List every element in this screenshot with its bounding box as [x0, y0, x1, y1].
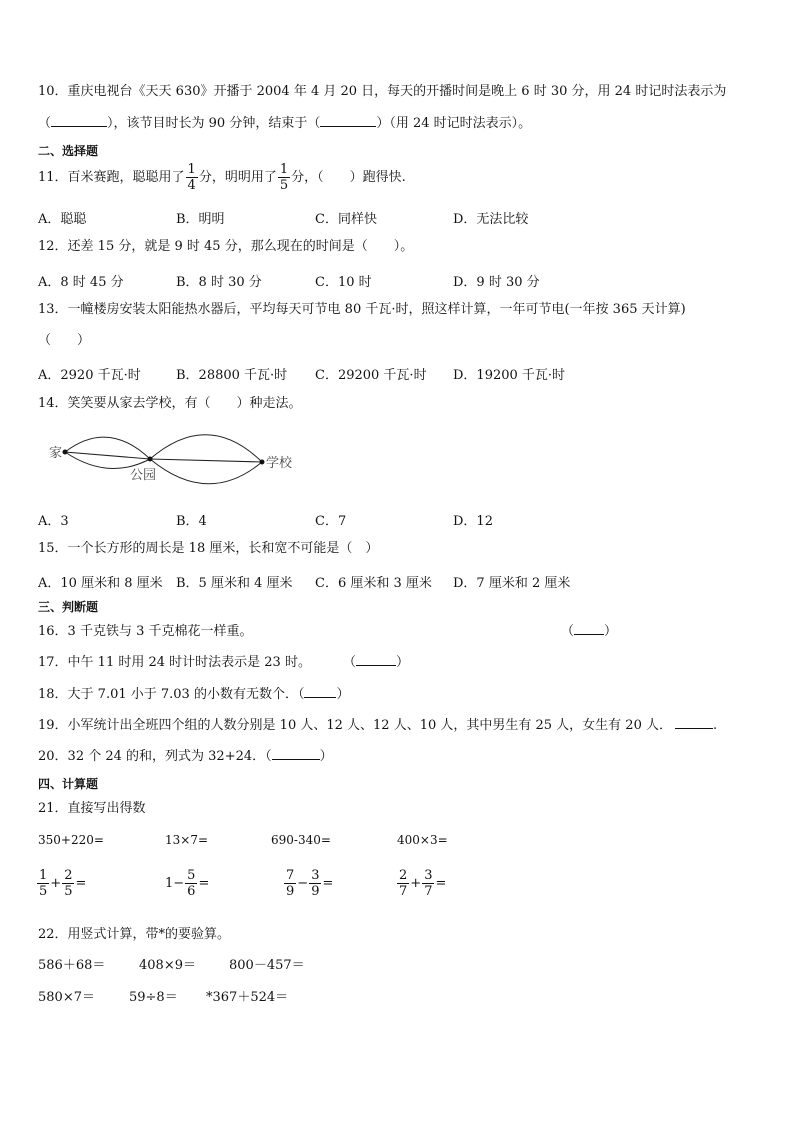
answer-blank[interactable] — [675, 728, 713, 729]
q12-option-a[interactable]: A．8 时 45 分 — [38, 275, 124, 290]
q10-line2: （ ），该节目时长为 90 分钟，结束于（ ）（用 24 时记时法表示）。 — [38, 116, 532, 131]
route-diagram — [40, 425, 310, 495]
q21-calc-8: $\frac{2}{7}$ + $\frac{3}{7}$ = — [399, 868, 447, 899]
answer-blank[interactable] — [356, 665, 396, 666]
q22-calc-4: 580×7＝ — [38, 990, 95, 1005]
q14-option-c[interactable]: C．7 — [315, 514, 347, 529]
q10-line1: 10．重庆电视台《天天 630》开播于 2004 年 4 月 20 日，每天的开播时间是晚上 6 时 30 分，用 24 时记时法表示为 — [38, 84, 727, 99]
q11-stem: 11．百米赛跑，聪聪用了 $\frac{1}{4}$ 分，明明用了 $\frac{1}{5}$ 分，（ ）跑得快. — [38, 162, 406, 193]
section-heading-judge: 三、判断题 — [38, 600, 99, 614]
home-dot — [63, 450, 68, 455]
q21-stem: 21．直接写出得数 — [38, 801, 146, 816]
q15-stem: 15．一个长方形的周长是 18 厘米，长和宽不可能是（ ） — [38, 541, 379, 556]
section-heading-choice: 二、选择题 — [38, 144, 99, 158]
q12-option-c[interactable]: C．10 时 — [315, 275, 372, 290]
q15-option-a[interactable]: A．10 厘米和 8 厘米 — [38, 576, 163, 591]
route-park-school-lower — [150, 459, 262, 484]
route-park-school-upper — [150, 435, 262, 462]
q13-option-b[interactable]: B．28800 千瓦·时 — [176, 368, 288, 383]
q17-stem: 17．中午 11 时用 24 时计时法表示是 23 时。 — [38, 655, 311, 670]
park-label: 公园 — [130, 468, 157, 483]
fraction: $\frac{1}{5}$ — [279, 162, 289, 193]
q13-option-d[interactable]: D．19200 千瓦·时 — [453, 368, 566, 383]
q16-stem: 16．3 千克铁与 3 千克棉花一样重。 — [38, 624, 253, 639]
q20-stem: 20．32 个 24 的和，列式为 32+24．（ ） — [38, 749, 333, 764]
q12-stem: 12．还差 15 分，就是 9 时 45 分，那么现在的时间是（ ）。 — [38, 239, 414, 254]
q14-option-b[interactable]: B．4 — [176, 514, 207, 529]
route-home-park-lower — [65, 452, 150, 468]
q21-calc-5: $\frac{1}{5}$ + $\frac{2}{5}$ = — [39, 868, 87, 899]
q14-option-d[interactable]: D．12 — [453, 514, 493, 529]
answer-blank[interactable] — [304, 697, 336, 698]
school-dot — [260, 460, 265, 465]
route-home-park-straight — [65, 452, 150, 459]
q22-calc-1: 586＋68＝ — [38, 958, 106, 973]
q11-option-c[interactable]: C．同样快 — [315, 212, 377, 227]
q22-stem: 22．用竖式计算，带*的要验算。 — [38, 927, 231, 942]
school-label: 学校 — [266, 456, 293, 471]
q14-option-a[interactable]: A．3 — [38, 514, 69, 529]
answer-blank[interactable] — [574, 634, 604, 635]
q13-line2: （ ） — [38, 333, 91, 348]
park-dot — [148, 457, 153, 462]
q11-option-a[interactable]: A．聪聪 — [38, 212, 87, 227]
q11-option-b[interactable]: B．明明 — [176, 212, 225, 227]
q15-option-c[interactable]: C．6 厘米和 3 厘米 — [315, 576, 432, 591]
q17-answer: （ ） — [343, 655, 410, 670]
q22-calc-6: *367＋524＝ — [206, 990, 289, 1005]
home-label: 家 — [49, 446, 63, 461]
q18-stem: 18．大于 7.01 小于 7.03 的小数有无数个．（ ） — [38, 687, 350, 702]
answer-blank[interactable] — [320, 126, 376, 127]
q21-calc-3: 690-340= — [271, 833, 331, 847]
route-park-school-straight — [150, 459, 262, 462]
q21-calc-2: 13×7= — [165, 833, 209, 847]
q12-option-d[interactable]: D．9 时 30 分 — [453, 275, 540, 290]
q14-stem: 14．笑笑要从家去学校，有（ ）种走法。 — [38, 396, 302, 411]
q21-calc-4: 400×3= — [397, 833, 448, 847]
q21-calc-7: $\frac{7}{9}$ − $\frac{3}{9}$ = — [286, 868, 334, 899]
q15-option-b[interactable]: B．5 厘米和 4 厘米 — [176, 576, 293, 591]
fraction: $\frac{1}{4}$ — [187, 162, 196, 193]
q12-option-b[interactable]: B．8 时 30 分 — [176, 275, 262, 290]
answer-blank[interactable] — [51, 126, 107, 127]
q16-answer: （ ） — [561, 624, 618, 639]
q13-option-c[interactable]: C．29200 千瓦·时 — [315, 368, 427, 383]
q13-line1: 13．一幢楼房安装太阳能热水器后，平均每天可节电 80 千瓦·时，照这样计算，一年可节电(一年按 365 天计算) — [38, 302, 686, 317]
q11-option-d[interactable]: D．无法比较 — [453, 212, 529, 227]
q21-calc-1: 350+220= — [38, 833, 104, 847]
q13-option-a[interactable]: A．2920 千瓦·时 — [38, 368, 141, 383]
q15-option-d[interactable]: D．7 厘米和 2 厘米 — [453, 576, 571, 591]
section-heading-calc: 四、计算题 — [38, 777, 99, 791]
q19-stem: 19．小军统计出全班四个组的人数分别是 10 人、12 人、12 人、10 人，其中男生有 25 人，女生有 20 人． . — [38, 718, 718, 733]
answer-blank[interactable] — [272, 759, 320, 760]
q21-calc-6: 1− $\frac{5}{6}$ = — [165, 868, 210, 899]
q22-calc-5: 59÷8＝ — [129, 990, 178, 1005]
q22-calc-3: 800－457＝ — [229, 958, 305, 973]
q22-calc-2: 408×9＝ — [139, 958, 196, 973]
